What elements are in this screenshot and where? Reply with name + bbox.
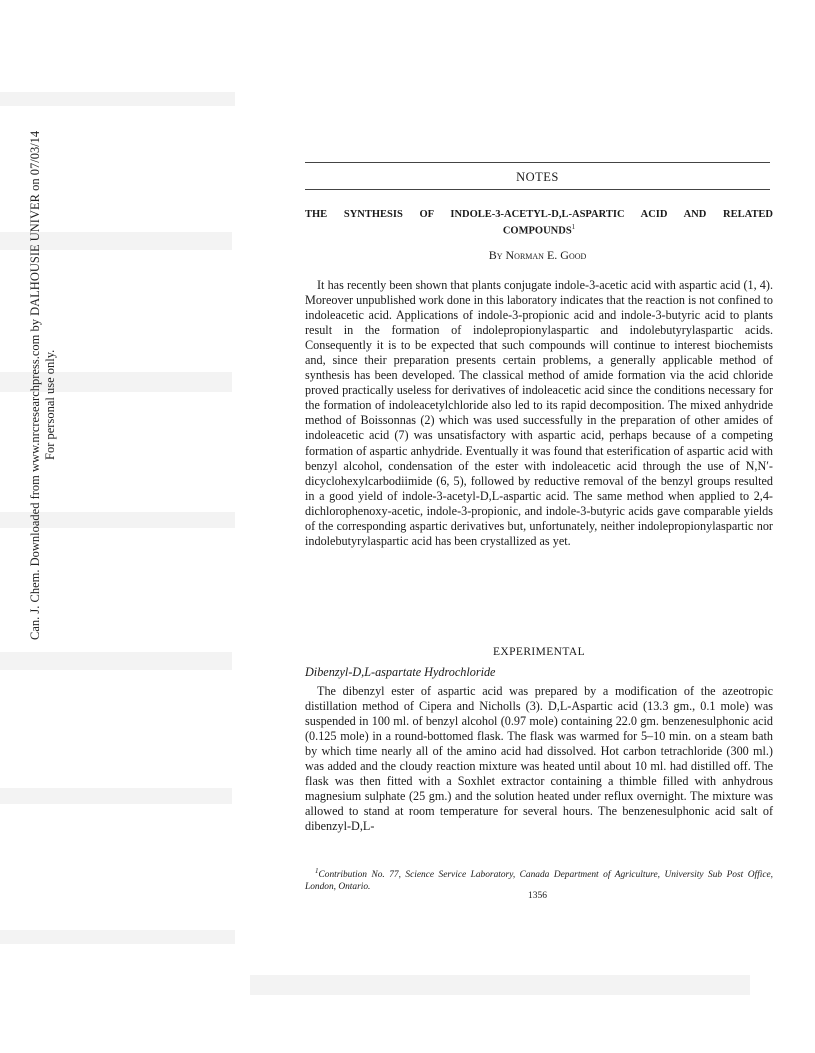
experimental-paragraph: The dibenzyl ester of aspartic acid was prepared by a modification of the azeotropic distillation method of Cipera and Nicholls (3). D,L-Aspartic acid (13.3 gm., 0.1 mole) was suspended in 100 ml. of benzyl alcohol (0.97 mole) containing 22.0 gm. benzenesulphonic acid (0.125 mole) in a round-bottomed flask. The flask was warmed for 5–10 min. on a steam bath by which time nearly all of the amino acid had dissolved. Hot carbon tetrachloride (300 ml.) was added and the cloudy reaction mixture was heated until about 10 ml. had distilled off. The flask was then fitted with a Soxhlet extractor containing a thimble filled with anhydrous magnesium sulphate (25 gm.) and the solution heated under reflux overnight. The mixture was allowed to stand at room temperature for several hours. The benzenesulphonic acid salt of dibenzyl-D,L-	[305, 684, 773, 834]
article-title	[305, 208, 773, 238]
watermark-line-2: For personal use only.	[43, 349, 57, 460]
section-rule	[305, 189, 770, 190]
scan-smudge	[0, 92, 235, 106]
scan-smudge	[0, 652, 232, 670]
title-footnote-mark: 1	[571, 223, 576, 231]
title-line-2-text: COMPOUNDS	[502, 225, 572, 237]
top-rule	[305, 162, 770, 163]
scan-smudge	[0, 788, 232, 804]
scan-smudge	[0, 930, 235, 944]
footnote-mark: 1	[315, 867, 319, 875]
scan-smudge	[250, 975, 750, 995]
watermark-line-1: Can. J. Chem. Downloaded from www.nrcresearchpress.com by DALHOUSIE UNIVER on 07/03/14	[28, 130, 42, 640]
author-byline: By Norman E. Good	[488, 248, 587, 262]
download-watermark	[28, 131, 58, 640]
footnote-text: Contribution No. 77, Science Service Laboratory, Canada Department of Agriculture, University Sub Post Office, London, Ontario.	[305, 870, 773, 892]
experimental-subheading: Dibenzyl-D,L-aspartate Hydrochloride	[305, 665, 496, 679]
section-heading: NOTES	[516, 170, 559, 184]
title-line-2	[305, 221, 773, 238]
experimental-heading: EXPERIMENTAL	[492, 646, 586, 658]
page-number: 1356	[528, 891, 547, 901]
footnote	[305, 866, 773, 893]
title-line-1: THE SYNTHESIS OF INDOLE-3-ACETYL-D,L-ASPARTIC ACID AND RELATED	[305, 209, 773, 220]
intro-paragraph: It has recently been shown that plants conjugate indole-3-acetic acid with aspartic acid (1, 4). Moreover unpublished work done in this laboratory indicates that the reaction is not confined to indoleacetic acid. Applications of indole-3-propionic acid and indole-3-butyric acid to plants result in the formation of indolepropionylaspartic and indolebutyrylaspartic acids. Consequently it is to be expected that such compounds will continue to interest biochemists and, since their preparation presents certain problems, a generally applicable method of synthesis has been developed. The classical method of amide formation via the acid chloride proved practically useless for derivatives of indoleacetic acid since the conditions necessary for the formation of indoleacetylchloride also led to its rapid decomposition. The mixed anhydride method of Boissonnas (2) which was used successfully in the preparation of other amides of indoleacetic acid (7) was unsatisfactory with aspartic acid, perhaps because of a competing formation of aspartic anhydride. Eventually it was found that esterification of aspartic acid with benzyl alcohol, condensation of the ester with indoleacetic acid through the use of N,N′-dicyclohexylcarbodiimide (6, 5), followed by reductive removal of the benzyl groups resulted in a good yield of indole-3-acetyl-D,L-aspartic acid. The same method when applied to 2,4-dichlorophenoxy-acetic, indole-3-propionic, and indole-3-butyric acids gave comparable yields of the corresponding aspartic derivatives but, unfortunately, neither indolepropionylaspartic nor indolebutyrylaspartic acid has been crystallized as yet.	[305, 278, 773, 548]
